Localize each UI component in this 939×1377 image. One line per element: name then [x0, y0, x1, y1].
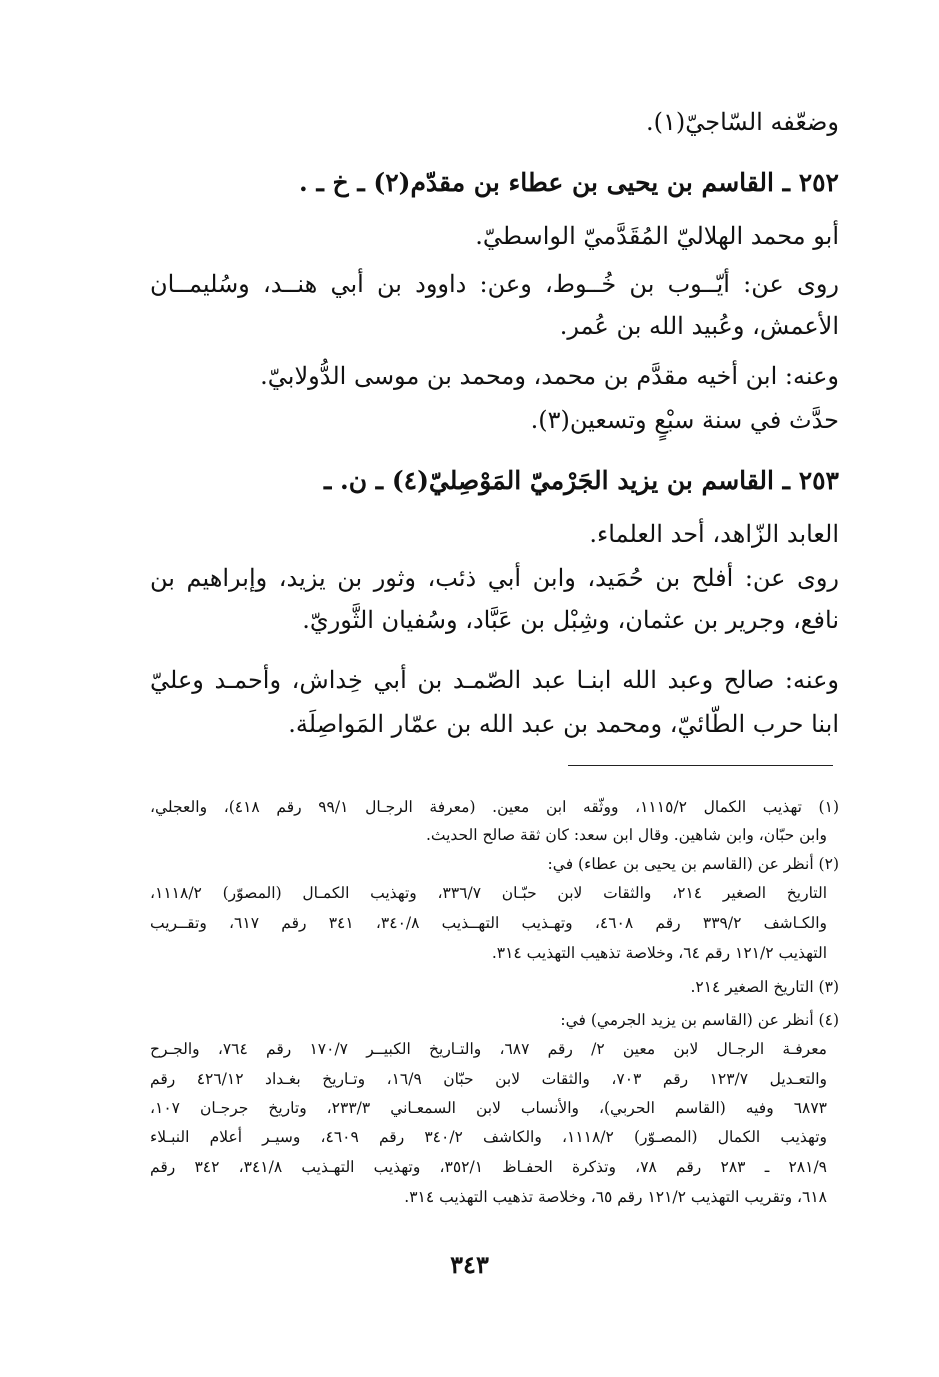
body-line-4: روى عن: أيّــوب بن خُــوط، وعن: داوود بن أبي هنــد، وسُليمــان — [150, 270, 839, 298]
footnote-line-12: وتهذيب الكمال (المصـوّر) ١١١٨/٢، والكاشف ٣٤٠/٢ رقم ٤٦٠٩، وسيـر أعلام النبـلاء — [150, 1128, 827, 1146]
footnote-line-13: ٢٨١/٩ ـ ٢٨٣ رقم ٧٨، وتذكرة الحفـاظ ٣٥٢/١، وتهذيب التهـذيب ٣٤١/٨، ٣٤٢ رقم — [150, 1158, 827, 1176]
footnote-line-8: (٤) أنظر عن (القاسم بن يزيد الجرمي) في: — [560, 1011, 839, 1029]
entry-heading-253: ٢٥٣ ـ القاسم بن يزيد الجَرْميّ المَوْصِليّ(٤) ـ ن. ـ — [324, 466, 839, 495]
footnote-line-3: (٢) أنظر عن (القاسم بن يحيى بن عطاء) في: — [547, 855, 839, 873]
body-line-6: وعنه: ابن أخيه مقدَّم بن محمد، ومحمد بن موسى الدُّولابيّ. — [260, 362, 839, 390]
footnote-separator — [568, 765, 833, 766]
body-line-12: وعنه: صالح وعبد الله ابنـا عبد الصّمـد بن أبي خِداش، وأحمـد وعليّ — [150, 666, 839, 694]
footnote-line-9: معرفـة الرجـال لابن معين ٢/ رقم ٦٨٧، والتـاريخ الكبيــر ١٧٠/٧ رقم ٧٦٤، والجـرح — [150, 1040, 827, 1058]
entry-heading-252: ٢٥٢ ـ القاسم بن يحيى بن عطاء بن مقدّم(٢) ـ خ ـ . — [299, 168, 839, 197]
footnote-line-7: (٣) التاريخ الصغير ٢١٤. — [690, 978, 839, 996]
footnote-line-5: والكـاشف ٣٣٩/٢ رقم ٤٦٠٨، وتهـذيب التهــذيب ٣٤٠/٨، ٣٤١ رقم ٦١٧، وتقــريب — [150, 914, 827, 932]
footnote-line-10: والتعـديل ١٢٣/٧ رقم ٧٠٣، والثقات لابن حبّان ١٦/٩، وتـاريخ بغـداد ٤٢٦/١٢ رقم — [150, 1070, 827, 1088]
body-line-1: وضعّفه السّاجيّ(١). — [646, 108, 839, 136]
footnote-line-6: التهذيب ١٢١/٢ رقم ٦٤، وخلاصة تذهيب التهذيب ٣١٤. — [491, 944, 827, 962]
footnote-line-11: ٦٨٧٣ وفيه (القاسم الحربي)، والأنساب لابن السمعـاني ٢٣٣/٣، وتاريخ جرجـان ١٠٧، — [150, 1099, 827, 1117]
body-line-11: نافع، وجرير بن عثمان، وشِبْل بن عَبَّاد، وسُفيان الثَّوريّ. — [302, 606, 839, 634]
body-line-7: حدَّث في سنة سبْعٍ وتسعين(٣). — [530, 406, 839, 434]
body-line-3: أبو محمد الهلاليّ المُقَدَّميّ الواسطيّ. — [475, 222, 839, 250]
footnote-line-4: التاريخ الصغير ٢١٤، والثقات لابن حبّـان ٣٣٦/٧، وتهذيب الكمـال (المصوّر) ١١١٨/٢، — [150, 884, 828, 902]
body-line-9: العابد الزّاهد، أحد العلماء. — [589, 520, 839, 548]
body-line-13: ابنا حرب الطّائيّ، ومحمد بن عبد الله بن عمّار المَواصِلَة. — [288, 710, 839, 738]
footnote-line-14: ٦١٨، وتقريب التهذيب ١٢١/٢ رقم ٦٥، وخلاصة تذهيب التهذيب ٣١٤. — [404, 1188, 827, 1206]
body-line-10: روى عن: أفلح بن حُمَيد، وابن أبي ذئب، وثور بن يزيد، وإبراهيم بن — [150, 564, 839, 592]
page-number: ٣٤٣ — [450, 1250, 489, 1279]
body-line-5: الأعمش، وعُبيد الله بن عُمر. — [559, 312, 839, 340]
footnote-line-2: وابن حبّان، وابن شاهين. وقال ابن سعد: كان ثقة صالح الحديث. — [425, 826, 827, 844]
footnote-line-1: (١) تهذيب الكمال ١١١٥/٢، ووثّقه ابن معين. (معرفة الرجـال ٩٩/١ رقم ٤١٨)، والعجلي، — [150, 798, 839, 816]
